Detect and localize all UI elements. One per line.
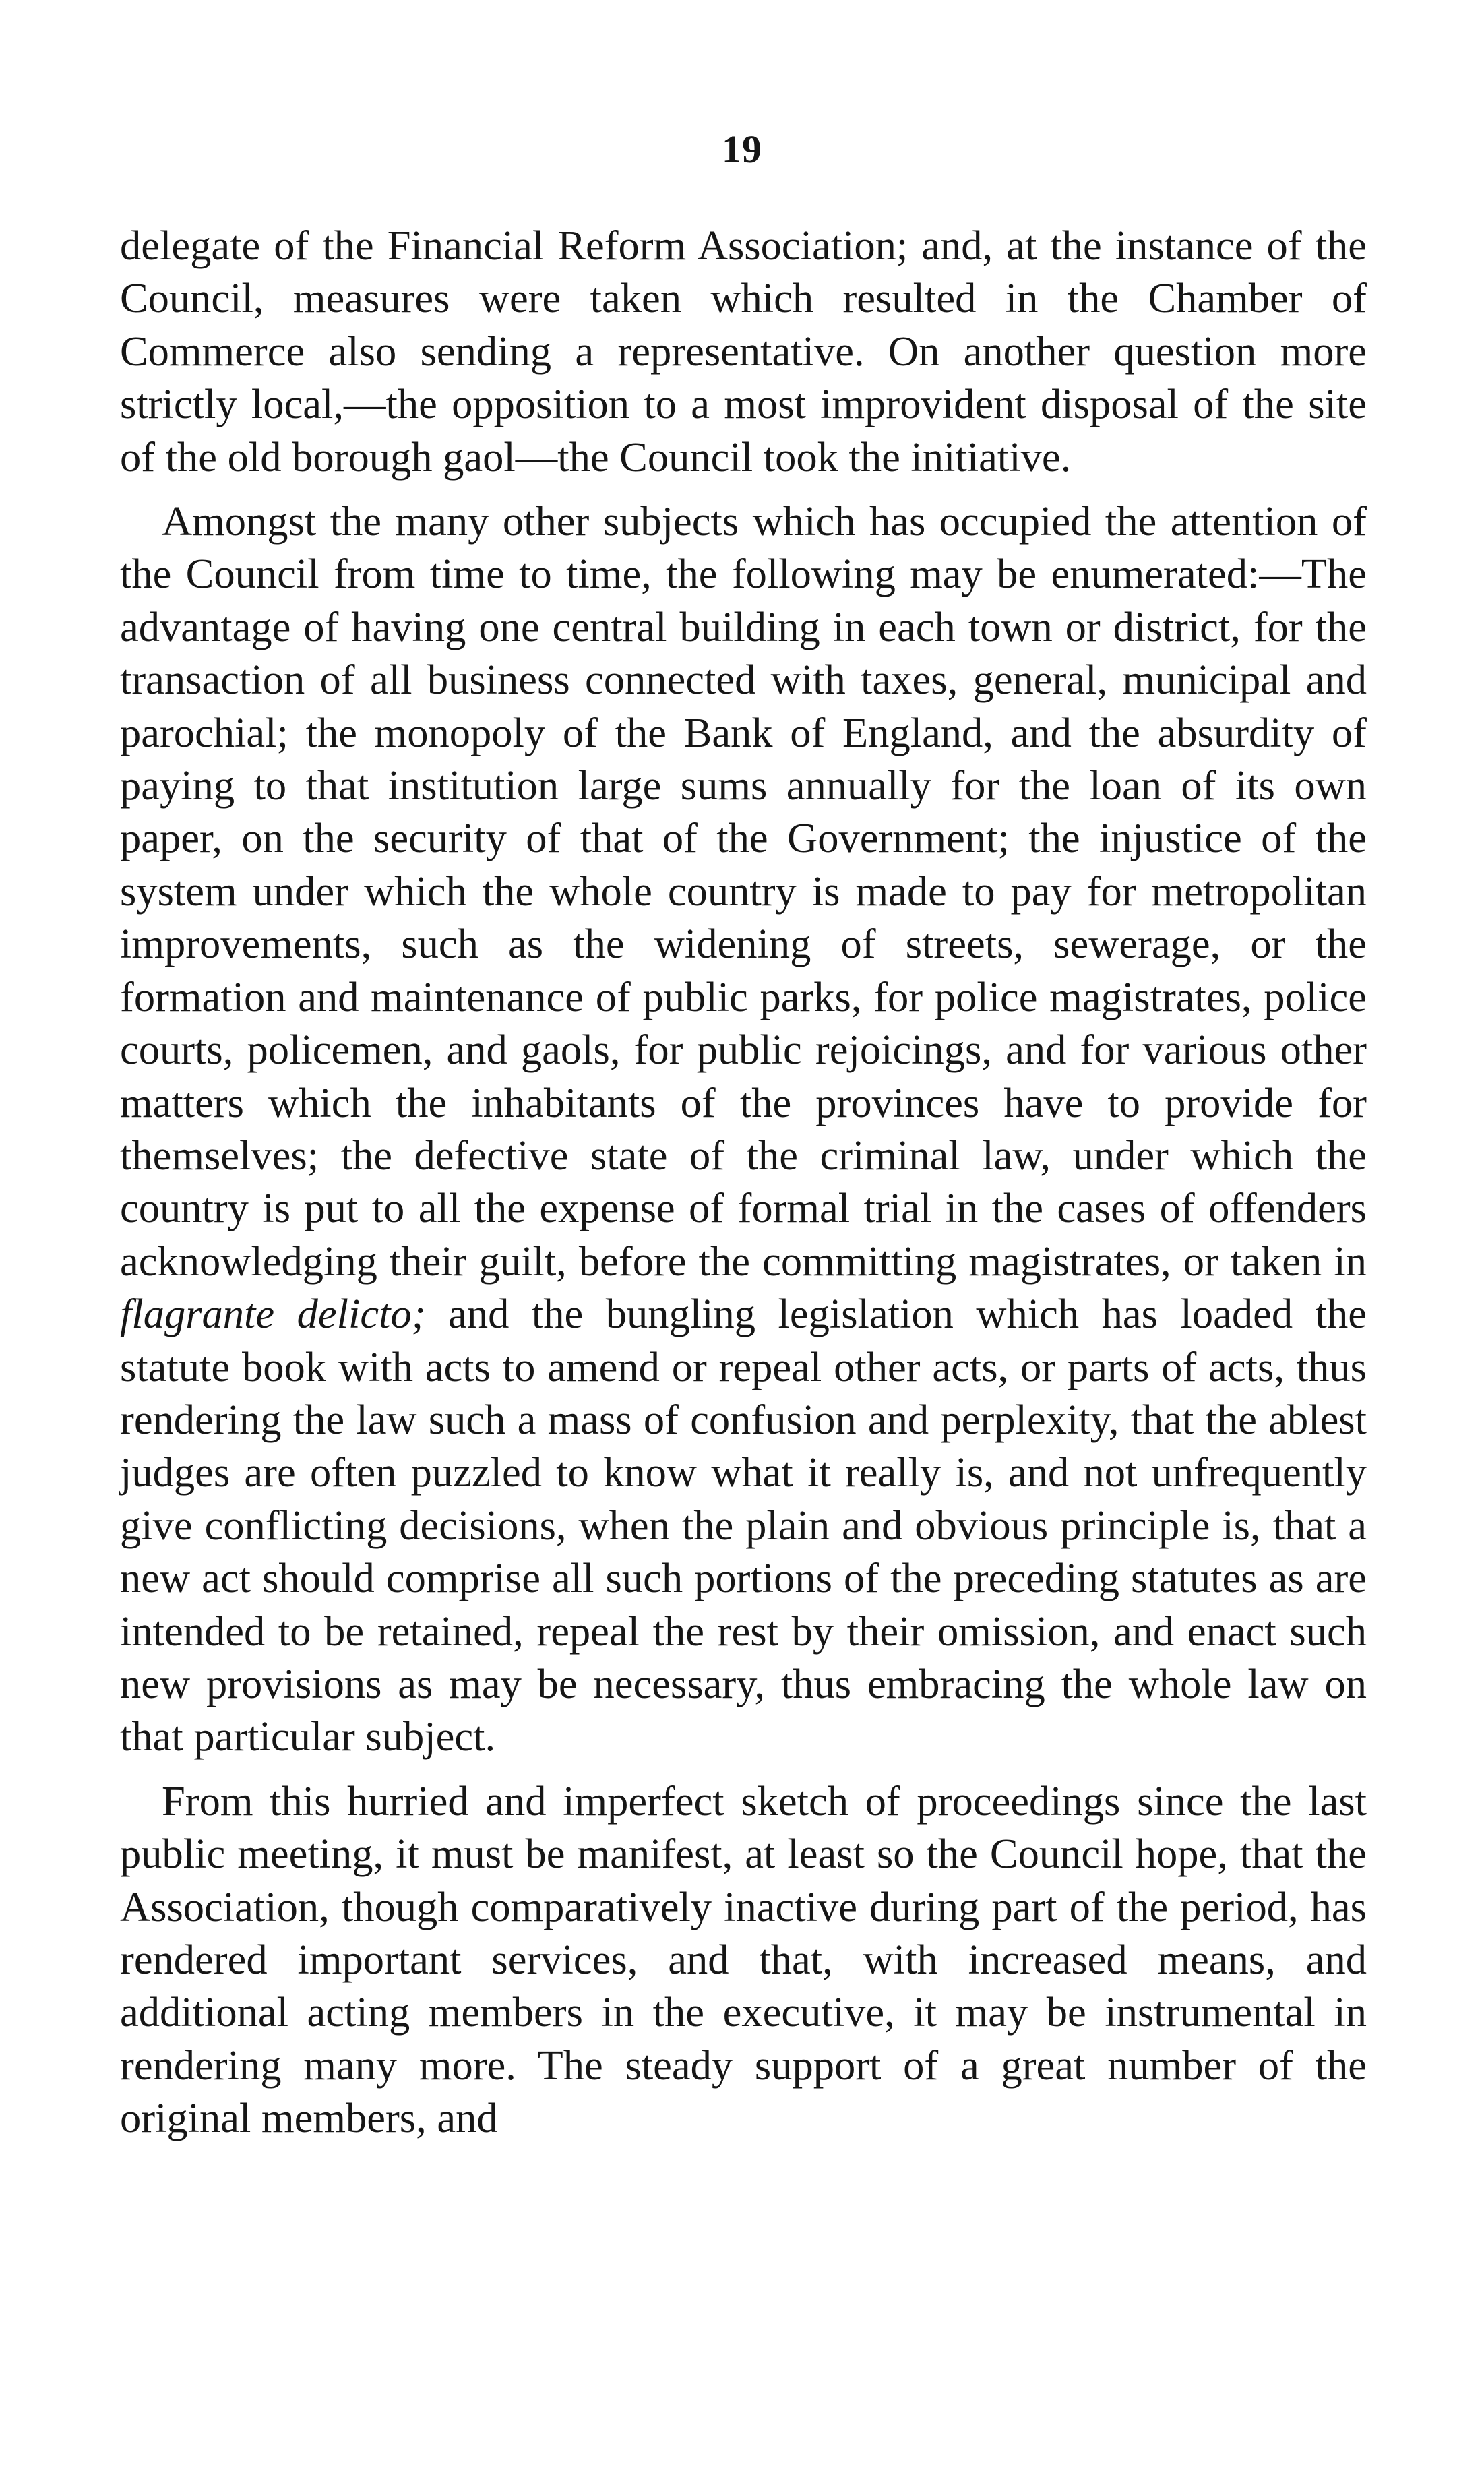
paragraph-text: From this hurried and imperfect sketch of proceedings since the last public meeting, it must be manifest, at least so the Council hope, that the Association, though comparatively inactive during part of the period, has rendered important services, and that, with increased means, and additional acting members in the executive, it may be instrumental in rendering many more. The steady support of a great number of the original members, and (120, 1777, 1367, 2142)
paragraph-text: Amongst the many other subjects which has occupied the attention of the Council from time to time, the following may be enumerated:—The advantage of having one central building in each town or district, for the transaction of all business connected with taxes, general, municipal and parochial; the monopoly of the Bank of England, and the absurdity of paying to that institution large sums annually for the loan of its own paper, on the security of that of the Government; the injustice of the system under which the whole country is made to pay for metropolitan improvements, such as the widening of streets, sewerage, or the formation and maintenance of public parks, for police magistrates, police courts, policemen, and gaols, for public rejoicings, and for various other matters which the inhabitants of the provinces have to provide for themselves; the defective state of the criminal law, under which the country is put to all the expense of formal trial in the cases of offenders acknowledging their guilt, before the committing magistrates, or taken in (120, 497, 1367, 1285)
paragraph-conclusion (120, 1775, 1367, 2145)
paragraph-subjects (120, 495, 1367, 1763)
page-number: 19 (722, 127, 762, 171)
paragraph-continuation (120, 219, 1367, 483)
paragraph-text: and the bungling legislation which has loaded the statute book with acts to amend or repeal other acts, or parts of acts, thus rendering the law such a mass of confusion and perplexity, that the ablest judges are often puzzled to know what it really is, and not unfrequently give conflicting decisions, when the plain and obvious principle is, that a new act should comprise all such portions of the preceding statutes as are intended to be retained, repeal the rest by their omission, and enact such new provisions as may be necessary, thus embracing the whole law on that particular subject. (120, 1290, 1367, 1761)
paragraph-text: delegate of the Financial Reform Association; and, at the instance of the Council, measures were taken which resulted in the Chamber of Commerce also sending a representative. On another question more strictly local,—the opposition to a most improvident disposal of the site of the old borough gaol—the Council took the initiative. (120, 222, 1367, 481)
body-text (120, 219, 1367, 2156)
italic-phrase: flagrante delicto; (120, 1290, 426, 1338)
